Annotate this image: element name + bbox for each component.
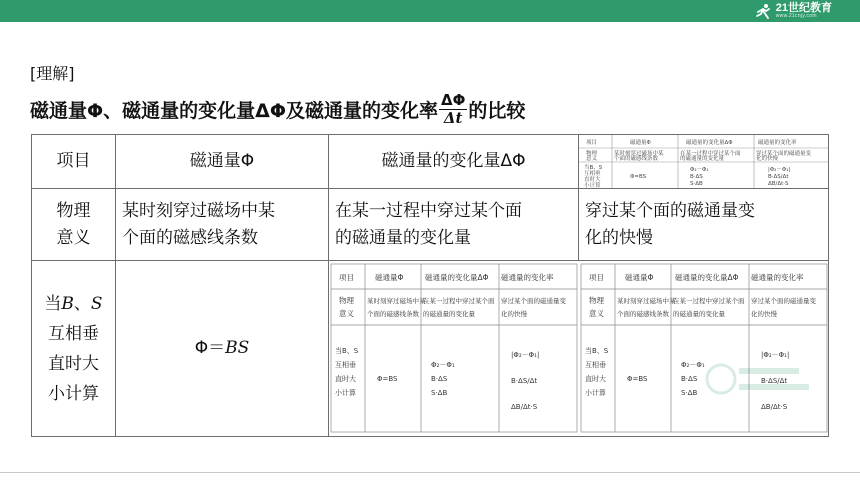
mini-h3: 磁通量的变化量ΔΦ — [686, 140, 733, 146]
thumbB-m1a: 某时刻穿过磁场中某 — [617, 297, 676, 305]
fraction-numerator: ΔΦ — [441, 90, 466, 109]
mini-c-dphi1: Φ₂－Φ₁ — [690, 167, 709, 173]
mini-c-rate3: ΔB/Δt·S — [768, 181, 789, 187]
row-label-meaning-line2: 意义 — [56, 227, 91, 248]
mini-label-b: 意义 — [586, 156, 598, 162]
mini-c-phi: Φ=BS — [630, 174, 647, 180]
row-label-calc-line2: 互相垂 — [48, 323, 99, 344]
mini-c-label1: 当B、S — [584, 165, 603, 171]
row-label-meaning-line1: 物理 — [56, 200, 91, 221]
mini-m1a: 某时刻穿过磁场中某 — [614, 151, 664, 157]
thumbB-d3: S·ΔB — [681, 389, 698, 397]
table-header-row — [32, 135, 829, 189]
thumbB-m2b: 的磁通量的变化量 — [673, 310, 725, 318]
cell-rate-meaning-line1: 穿过某个面的磁通量变 — [585, 200, 755, 221]
thumbA-m2a: 在某一过程中穿过某个面 — [423, 297, 495, 305]
header-rate-thumbnail — [579, 135, 829, 189]
row-label-meaning — [32, 189, 116, 261]
thumbA-h3: 磁通量的变化量ΔΦ — [425, 273, 489, 282]
mini-c-rate1: |Φ₂－Φ₁| — [768, 167, 791, 173]
calc-label-pre: 当 — [44, 293, 62, 314]
thumbA-h2: 磁通量Φ — [375, 273, 404, 282]
cell-flux-formula — [116, 261, 329, 437]
thumbB-m3a: 穿过某个面的磁通量变 — [751, 297, 816, 305]
cell-rate-meaning-line2: 化的快慢 — [585, 227, 653, 248]
row-label-calc-line3: 直时大 — [48, 353, 99, 374]
mini-m2b: 的磁通量的变化量 — [680, 156, 725, 162]
embedded-table-thumbnails — [329, 261, 829, 436]
mini-c-dphi2: B·ΔS — [690, 174, 703, 180]
cell-flux-meaning-line1: 某时刻穿过磁场中某 — [122, 200, 275, 221]
mini-c-label2: 互相垂 — [584, 171, 601, 177]
row-label-calc-line1 — [32, 289, 115, 319]
thumbB-r2: B·ΔS/Δt — [761, 377, 788, 385]
thumbB-r1: |Φ₂－Φ₁| — [761, 351, 790, 359]
thumbA-m3a: 穿过某个面的磁通量变 — [501, 297, 566, 305]
heading-fraction — [439, 90, 467, 127]
mini-m1b: 个面的磁感线条数 — [614, 156, 659, 162]
heading-suffix: 的比较 — [468, 99, 526, 122]
mini-label-a: 物理 — [586, 151, 598, 157]
thumbA-label1: 物理 — [339, 296, 354, 305]
thumbA-phi: Φ=BS — [377, 375, 398, 383]
runner-logo-icon — [754, 3, 772, 19]
thumbB-h3: 磁通量的变化量ΔΦ — [675, 273, 739, 282]
brand-logo — [754, 2, 832, 20]
thumbA-d3: S·ΔB — [431, 389, 448, 397]
fraction-denominator: Δt — [443, 108, 463, 127]
thumbB-d1: Φ₂－Φ₁ — [681, 361, 705, 369]
footer-divider — [0, 472, 860, 473]
header-cell-flux-rate-image — [579, 135, 829, 189]
thumbB-label1: 物理 — [589, 296, 604, 305]
cell-embedded-table-image — [329, 261, 829, 437]
cell-flux-meaning-line2: 个面的磁感线条数 — [122, 227, 258, 248]
thumbB-h1: 项目 — [589, 273, 604, 282]
thumbA-c1: 当B、S — [335, 347, 359, 355]
thumbA-d1: Φ₂－Φ₁ — [431, 361, 455, 369]
header-cell-item: 项目 — [32, 135, 116, 189]
table-row-calculation — [32, 261, 829, 437]
section-label: [理解] — [30, 64, 75, 83]
mini-m2a: 在某一过程中穿过某个面 — [680, 151, 741, 157]
mini-h1: 项目 — [586, 140, 598, 146]
flux-formula-pre: Φ＝ — [194, 338, 226, 358]
comparison-table — [31, 134, 829, 437]
thumbB-h2: 磁通量Φ — [625, 273, 654, 282]
calc-label-s: S — [90, 293, 103, 314]
thumbB-phi: Φ=BS — [627, 375, 648, 383]
thumbB-h4: 磁通量的变化率 — [751, 273, 804, 282]
flux-formula-var: BS — [225, 338, 250, 358]
cell-change-meaning — [329, 189, 579, 261]
header-cell-flux: 磁通量Φ — [116, 135, 329, 189]
thumbB-d2: B·ΔS — [681, 375, 698, 383]
thumbA-c4: 小计算 — [335, 389, 356, 397]
heading-prefix: 磁通量Φ、磁通量的变化量ΔΦ及磁通量的变化率 — [30, 99, 439, 122]
thumbA-r1: |Φ₂－Φ₁| — [511, 351, 540, 359]
brand-logo-text: 21世纪教育 — [775, 2, 832, 14]
calc-label-b: B — [61, 293, 74, 314]
thumbA-m2b: 的磁通量的变化量 — [423, 310, 475, 318]
cell-change-meaning-line1: 在某一过程中穿过某个面 — [335, 200, 522, 221]
table-row-meaning — [32, 189, 829, 261]
row-label-calc-line4: 小计算 — [48, 383, 99, 404]
thumbA-d2: B·ΔS — [431, 375, 448, 383]
cell-flux-meaning — [116, 189, 329, 261]
thumbA-r2: B·ΔS/Δt — [511, 377, 538, 385]
thumbA-h4: 磁通量的变化率 — [501, 273, 554, 282]
cell-change-meaning-line2: 的磁通量的变化量 — [335, 227, 471, 248]
thumbA-m1b: 个面的磁感线条数 — [367, 310, 419, 318]
thumbB-c2: 互相垂 — [585, 361, 606, 369]
thumbB-m1b: 个面的磁感线条数 — [617, 310, 669, 318]
page-heading — [30, 88, 525, 130]
thumbA-c3: 直时大 — [335, 375, 356, 383]
thumbA-label2: 意义 — [339, 309, 354, 318]
mini-c-rate2: B·ΔS/Δt — [768, 174, 789, 180]
thumbB-r3: ΔB/Δt·S — [761, 403, 788, 411]
brand-logo-url: www.21cnjy.com — [775, 13, 817, 19]
thumbA-m1a: 某时刻穿过磁场中某 — [367, 297, 426, 305]
header-cell-flux-change: 磁通量的变化量ΔΦ — [329, 135, 579, 189]
mini-c-dphi3: S·ΔB — [690, 181, 703, 187]
mini-h2: 磁通量Φ — [630, 140, 651, 146]
thumbB-label2: 意义 — [589, 309, 604, 318]
thumbB-m2a: 在某一过程中穿过某个面 — [673, 297, 745, 305]
row-label-calculation — [32, 261, 116, 437]
top-banner — [0, 0, 860, 22]
thumbB-m3b: 化的快慢 — [751, 310, 777, 318]
mini-h4: 磁通量的变化率 — [758, 140, 797, 146]
mini-m3b: 化的快慢 — [756, 156, 779, 162]
thumbA-m3b: 化的快慢 — [501, 310, 527, 318]
mini-m3a: 穿过某个面的磁通量变 — [756, 151, 812, 157]
cell-rate-meaning — [579, 189, 829, 261]
mini-c-label3: 直时大 — [584, 177, 601, 183]
thumbB-c3: 直时大 — [585, 375, 606, 383]
thumbA-r3: ΔB/Δt·S — [511, 403, 538, 411]
calc-label-mid: 、 — [73, 293, 91, 314]
thumbB-c4: 小计算 — [585, 389, 606, 397]
thumbA-h1: 项目 — [339, 273, 354, 282]
thumbB-c1: 当B、S — [585, 347, 609, 355]
mini-c-label4: 小计算 — [584, 183, 601, 189]
thumbA-c2: 互相垂 — [335, 361, 356, 369]
